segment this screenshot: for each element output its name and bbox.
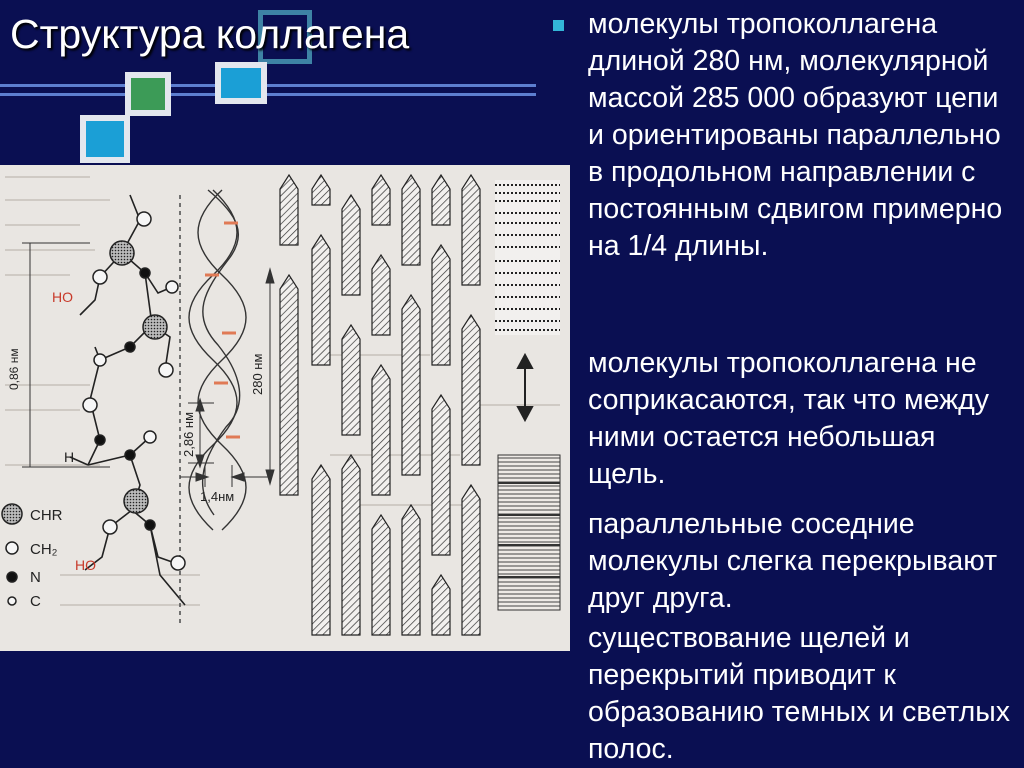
legend-n-label: N <box>30 569 41 586</box>
tropocollagen-rod <box>342 195 360 295</box>
bullet-item <box>550 345 1020 493</box>
tropocollagen-rod <box>402 175 420 265</box>
label-ho-bottom: HO <box>75 557 96 573</box>
tropocollagen-rod <box>342 325 360 435</box>
label-h-atom: H <box>64 449 75 465</box>
tropocollagen-rod <box>372 515 390 635</box>
label-086: 0,86 нм <box>7 348 21 390</box>
label-14: 1,4нм <box>200 489 235 504</box>
tropocollagen-rod <box>312 235 330 365</box>
collagen-structure-figure <box>0 165 570 651</box>
legend-c-symbol <box>8 597 16 605</box>
tropocollagen-rod <box>372 365 390 495</box>
tropocollagen-rod <box>432 395 450 555</box>
tropocollagen-rod <box>432 175 450 225</box>
bullet-item <box>550 506 1020 617</box>
tropocollagen-rod <box>462 175 480 285</box>
decorative-line <box>0 84 536 87</box>
bullet-item <box>550 620 1020 768</box>
tropocollagen-rod <box>312 465 330 635</box>
decorative-square <box>125 72 171 116</box>
tropocollagen-rods <box>280 175 480 635</box>
double-arrow <box>518 355 532 420</box>
helix-markers <box>205 223 240 437</box>
tropocollagen-rod <box>372 255 390 335</box>
tropocollagen-rod <box>432 245 450 365</box>
tropocollagen-rod <box>342 455 360 635</box>
tropocollagen-rod <box>280 175 298 245</box>
legend-ch2-symbol <box>6 542 18 554</box>
tropocollagen-rod <box>462 485 480 635</box>
tropocollagen-rod <box>462 315 480 465</box>
atom-legend <box>2 504 22 605</box>
collagen-diagram <box>0 165 570 651</box>
legend-c-label: C <box>30 593 41 610</box>
bullet-item <box>550 6 1020 265</box>
decorative-square <box>215 62 267 104</box>
tropocollagen-rod <box>432 575 450 635</box>
tropocollagen-rod <box>372 175 390 225</box>
atoms <box>83 212 185 570</box>
label-286: 2,86 нм <box>181 411 196 457</box>
decorative-line <box>0 93 536 96</box>
bullet-text: существование щелей и перекрытий приводит к образованию темных и светлых полос. <box>588 622 1010 765</box>
legend-n-symbol <box>7 572 17 582</box>
legend-chr-symbol <box>2 504 22 524</box>
tropocollagen-rod <box>402 505 420 635</box>
bullet-text: молекулы тропоколлагена не соприкасаются, так что между ними остается небольшая щель. <box>588 347 990 490</box>
tropocollagen-rod <box>280 275 298 495</box>
tropocollagen-rod <box>312 175 330 205</box>
bullet-marker <box>553 20 564 31</box>
legend-chr-label: CHR <box>30 507 63 524</box>
label-ho-top: HO <box>52 289 73 305</box>
label-280: 280 нм <box>250 353 265 395</box>
decorative-square <box>80 115 130 163</box>
bullet-text: параллельные соседние молекулы слегка перекрывают друг друга. <box>588 508 997 614</box>
legend-ch2-label: CH₂ <box>30 541 58 558</box>
tropocollagen-rod <box>402 295 420 475</box>
slide-title: Структура коллагена <box>10 11 410 57</box>
bullet-text: молекулы тропоколлагена длиной 280 нм, молекулярной массой 285 000 образуют цепи и ориентированы параллельно в продольном направлении с постоянным сдвигом примерно на 1/4 длины. <box>588 8 1003 262</box>
